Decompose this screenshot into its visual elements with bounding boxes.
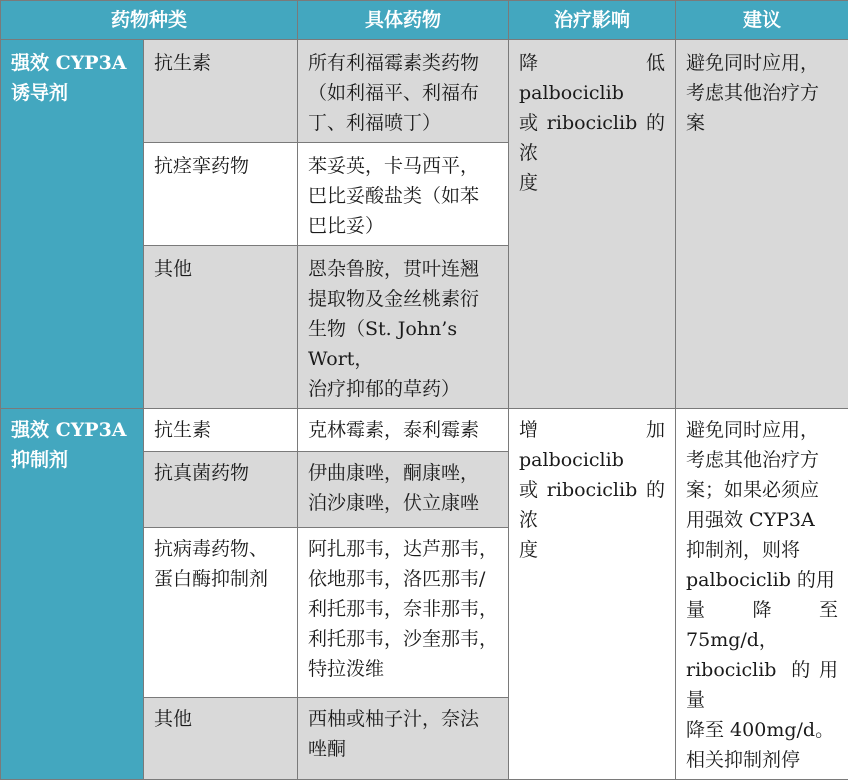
subtype-cell: 抗病毒药物、 蛋白酶抑制剂 — [144, 527, 298, 698]
subtype-cell: 抗生素 — [144, 409, 298, 452]
drugs-cell: 所有利福霉素类药物 （如利福平、利福布 丁、利福喷丁） — [298, 40, 509, 143]
header-advice: 建议 — [676, 1, 848, 40]
advice-cell: 避免同时应用， 考虑其他治疗方 案 — [676, 40, 848, 409]
drugs-cell: 克林霉素，泰利霉素 — [298, 409, 509, 452]
subtype-cell: 抗痉挛药物 — [144, 143, 298, 246]
category-cyp3a-inducer: 强效 CYP3A 诱导剂 — [1, 40, 144, 409]
table-row — [1, 409, 848, 452]
header-row — [1, 1, 848, 40]
subtype-cell: 抗真菌药物 — [144, 452, 298, 527]
header-treatment-effect: 治疗影响 — [509, 1, 676, 40]
effect-cell: 降低 palbociclib 或ribociclib的浓 度 — [509, 40, 676, 409]
table-row — [1, 40, 848, 143]
advice-cell: 避免同时应用， 考虑其他治疗方 案；如果必须应 用强效 CYP3A 抑制剂，则将 palbociclib 的用 量降至 75mg/d， ribociclib 的用量 降至 400mg/d。 相关抑制剂停 — [676, 409, 848, 780]
category-cyp3a-inhibitor: 强效 CYP3A 抑制剂 — [1, 409, 144, 780]
drugs-cell: 西柚或柚子汁，奈法 唑酮 — [298, 698, 509, 780]
header-drug-category: 药物种类 — [1, 1, 298, 40]
subtype-cell: 其他 — [144, 246, 298, 409]
drugs-cell: 伊曲康唑，酮康唑， 泊沙康唑，伏立康唑 — [298, 452, 509, 527]
subtype-cell: 抗生素 — [144, 40, 298, 143]
effect-cell: 增加 palbociclib 或ribociclib的浓 度 — [509, 409, 676, 780]
header-specific-drugs: 具体药物 — [298, 1, 509, 40]
subtype-cell: 其他 — [144, 698, 298, 780]
drugs-cell: 阿扎那韦，达芦那韦， 依地那韦，洛匹那韦/ 利托那韦，奈非那韦， 利托那韦，沙奎那韦， 特拉泼维 — [298, 527, 509, 698]
drugs-cell: 苯妥英，卡马西平， 巴比妥酸盐类（如苯 巴比妥） — [298, 143, 509, 246]
drugs-cell: 恩杂鲁胺，贯叶连翘 提取物及金丝桃素衍 生物（St. John’s Wort， 治疗抑郁的草药） — [298, 246, 509, 409]
